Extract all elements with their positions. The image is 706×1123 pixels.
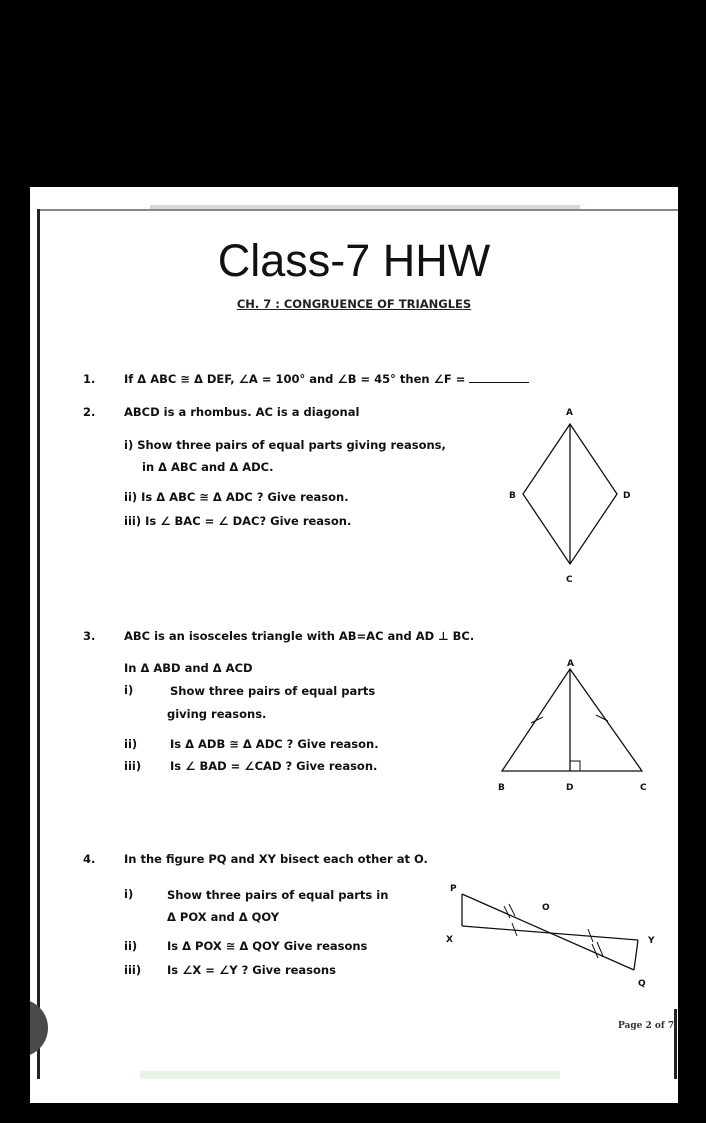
figure-label-p: P: [450, 884, 457, 894]
isosceles-triangle-figure: [490, 657, 660, 797]
page-corner-shadow: [30, 999, 48, 1057]
page-border-left: [37, 209, 40, 1079]
q2-part3: iii) Is ∠ BAC = ∠ DAC? Give reason.: [124, 514, 352, 528]
bisecting-lines-figure: [442, 882, 674, 992]
q1-answer-blank: [469, 382, 529, 383]
figure-label-y: Y: [648, 936, 655, 946]
page-border-top: [37, 209, 678, 211]
q2-part1-line2: in Δ ABC and Δ ADC.: [142, 460, 274, 474]
q3-part2: Is Δ ADB ≅ Δ ADC ? Give reason.: [170, 737, 379, 751]
q3-part1-line2: giving reasons.: [167, 707, 267, 721]
q2-text: ABCD is a rhombus. AC is a diagonal: [124, 405, 360, 419]
rhombus-label-d: D: [623, 491, 631, 501]
segment-yq: [634, 940, 638, 970]
q3-part2-number: ii): [124, 737, 138, 751]
rhombus-figure: [505, 402, 635, 587]
triangle-label-a: A: [567, 659, 574, 669]
q1-number: 1.: [83, 372, 96, 386]
q1-text: If Δ ABC ≅ Δ DEF, ∠A = 100° and ∠B = 45° then ∠F =: [124, 372, 529, 386]
q4-part3: Is ∠X = ∠Y ? Give reasons: [167, 963, 336, 977]
tick-oq-1: [592, 944, 598, 958]
rhombus-label-b: B: [509, 491, 516, 501]
q2-part1-line1: i) Show three pairs of equal parts giving reasons,: [124, 438, 446, 452]
q4-number: 4.: [83, 852, 96, 866]
scan-blur: [140, 1071, 560, 1079]
page-border-right: [674, 1009, 677, 1079]
chapter-heading: CH. 7 : CONGRUENCE OF TRIANGLES: [236, 297, 472, 311]
q3-part3: Is ∠ BAD = ∠CAD ? Give reason.: [170, 759, 378, 773]
triangle-label-b: B: [498, 783, 505, 793]
tick-po-1: [504, 906, 510, 918]
q4-part2-number: ii): [124, 939, 138, 953]
page-title: Class-7 HHW: [217, 235, 491, 286]
figure-label-q: Q: [638, 979, 646, 989]
q4-text: In the figure PQ and XY bisect each other at O.: [124, 852, 428, 866]
q3-part1-line1: Show three pairs of equal parts: [170, 684, 376, 698]
figure-label-x: X: [446, 935, 453, 945]
right-angle-mark: [570, 761, 580, 771]
rhombus-label-a: A: [566, 408, 573, 418]
q4-part1-line1: Show three pairs of equal parts in: [167, 888, 389, 902]
q3-intro: In Δ ABD and Δ ACD: [124, 661, 253, 675]
q4-part2: Is Δ POX ≅ Δ QOY Give reasons: [167, 939, 368, 953]
page-number: Page 2 of 7: [618, 1021, 675, 1031]
q2-number: 2.: [83, 405, 96, 419]
q4-part3-number: iii): [124, 963, 142, 977]
q4-part1-line2: Δ POX and Δ QOY: [167, 910, 280, 924]
triangle-label-c: C: [640, 783, 647, 793]
segment-xy: [462, 926, 638, 940]
tick-ac: [596, 715, 608, 721]
triangle-abc: [502, 669, 642, 771]
q3-part3-number: iii): [124, 759, 142, 773]
q3-part1-number: i): [124, 683, 134, 697]
rhombus-label-c: C: [566, 575, 573, 585]
figure-label-o: O: [542, 903, 550, 913]
triangle-label-d: D: [566, 783, 574, 793]
q3-number: 3.: [83, 629, 96, 643]
tick-po-2: [509, 904, 515, 916]
q3-text: ABC is an isosceles triangle with AB=AC and AD ⊥ BC.: [124, 629, 475, 643]
q4-part1-number: i): [124, 887, 134, 901]
worksheet-page: [30, 187, 678, 1103]
q2-part2: ii) Is Δ ABC ≅ Δ ADC ? Give reason.: [124, 490, 349, 504]
